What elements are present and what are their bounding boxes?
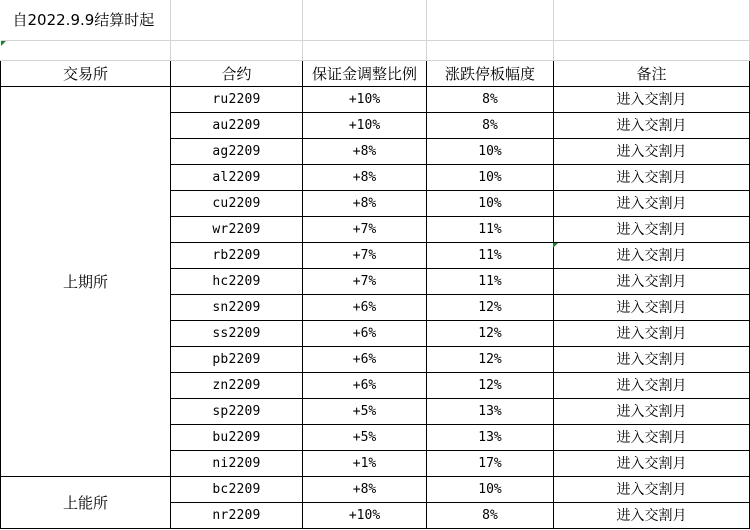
contract-cell[interactable]: ag2209 — [171, 138, 303, 164]
header-margin[interactable]: 保证金调整比例 — [303, 60, 427, 86]
margin-cell[interactable]: +6% — [303, 294, 427, 320]
empty-cell[interactable] — [303, 0, 427, 40]
empty-cell[interactable] — [427, 0, 554, 40]
remark-cell[interactable]: 进入交割月 — [554, 372, 750, 398]
remark-cell[interactable]: 进入交割月 — [554, 242, 750, 268]
contract-cell[interactable]: al2209 — [171, 164, 303, 190]
remark-cell[interactable]: 进入交割月 — [554, 112, 750, 138]
margin-cell[interactable]: +8% — [303, 190, 427, 216]
contract-cell[interactable]: pb2209 — [171, 346, 303, 372]
blank-row — [1, 40, 750, 60]
limit-cell[interactable]: 10% — [427, 164, 554, 190]
limit-cell[interactable]: 11% — [427, 268, 554, 294]
remark-cell[interactable]: 进入交割月 — [554, 138, 750, 164]
limit-cell[interactable]: 12% — [427, 320, 554, 346]
remark-cell[interactable]: 进入交割月 — [554, 476, 750, 502]
margin-cell[interactable]: +6% — [303, 372, 427, 398]
empty-cell[interactable] — [554, 0, 750, 40]
margin-cell[interactable]: +10% — [303, 86, 427, 112]
margin-cell[interactable]: +8% — [303, 138, 427, 164]
limit-cell[interactable]: 8% — [427, 112, 554, 138]
exchange-cell[interactable]: 上能所 — [1, 476, 171, 528]
table-row — [1, 86, 750, 112]
contract-cell[interactable]: rb2209 — [171, 242, 303, 268]
contract-cell[interactable]: bu2209 — [171, 424, 303, 450]
limit-cell[interactable]: 8% — [427, 86, 554, 112]
remark-cell[interactable]: 进入交割月 — [554, 320, 750, 346]
empty-cell[interactable] — [303, 40, 427, 60]
empty-cell[interactable] — [1, 40, 171, 60]
margin-cell[interactable]: +6% — [303, 346, 427, 372]
contract-cell[interactable]: hc2209 — [171, 268, 303, 294]
contract-cell[interactable]: sn2209 — [171, 294, 303, 320]
note-row — [1, 0, 750, 40]
empty-cell[interactable] — [554, 40, 750, 60]
cell-marker — [553, 243, 558, 248]
header-row — [1, 60, 750, 86]
contract-cell[interactable]: wr2209 — [171, 216, 303, 242]
margin-cell[interactable]: +7% — [303, 242, 427, 268]
cell-marker — [1, 41, 6, 46]
remark-cell[interactable]: 进入交割月 — [554, 294, 750, 320]
remark-cell[interactable]: 进入交割月 — [554, 268, 750, 294]
remark-cell[interactable]: 进入交割月 — [554, 216, 750, 242]
margin-cell[interactable]: +6% — [303, 320, 427, 346]
margin-cell[interactable]: +8% — [303, 164, 427, 190]
margin-cell[interactable]: +8% — [303, 476, 427, 502]
remark-cell[interactable]: 进入交割月 — [554, 346, 750, 372]
remark-cell[interactable]: 进入交割月 — [554, 164, 750, 190]
empty-cell[interactable] — [427, 40, 554, 60]
contract-cell[interactable]: nr2209 — [171, 502, 303, 528]
margin-cell[interactable]: +10% — [303, 112, 427, 138]
limit-cell[interactable]: 10% — [427, 138, 554, 164]
margin-cell[interactable]: +7% — [303, 268, 427, 294]
table-row — [1, 476, 750, 502]
limit-cell[interactable]: 8% — [427, 502, 554, 528]
contract-cell[interactable]: au2209 — [171, 112, 303, 138]
limit-cell[interactable]: 11% — [427, 216, 554, 242]
margin-cell[interactable]: +5% — [303, 398, 427, 424]
limit-cell[interactable]: 10% — [427, 190, 554, 216]
contract-cell[interactable]: bc2209 — [171, 476, 303, 502]
contract-cell[interactable]: ru2209 — [171, 86, 303, 112]
header-exchange[interactable]: 交易所 — [1, 60, 171, 86]
limit-cell[interactable]: 10% — [427, 476, 554, 502]
contract-cell[interactable]: sp2209 — [171, 398, 303, 424]
contract-cell[interactable]: ss2209 — [171, 320, 303, 346]
limit-cell[interactable]: 13% — [427, 424, 554, 450]
contract-cell[interactable]: ni2209 — [171, 450, 303, 476]
note-cell[interactable] — [1, 0, 171, 40]
remark-cell[interactable]: 进入交割月 — [554, 190, 750, 216]
remark-cell[interactable]: 进入交割月 — [554, 502, 750, 528]
contract-cell[interactable]: cu2209 — [171, 190, 303, 216]
remark-cell[interactable]: 进入交割月 — [554, 424, 750, 450]
header-contract[interactable]: 合约 — [171, 60, 303, 86]
margin-cell[interactable]: +7% — [303, 216, 427, 242]
margin-cell[interactable]: +5% — [303, 424, 427, 450]
empty-cell[interactable] — [171, 0, 303, 40]
header-limit[interactable]: 涨跌停板幅度 — [427, 60, 554, 86]
header-remark[interactable]: 备注 — [554, 60, 750, 86]
limit-cell[interactable]: 12% — [427, 346, 554, 372]
contract-cell[interactable]: zn2209 — [171, 372, 303, 398]
empty-cell[interactable] — [171, 40, 303, 60]
margin-cell[interactable]: +1% — [303, 450, 427, 476]
limit-cell[interactable]: 12% — [427, 294, 554, 320]
exchange-cell[interactable]: 上期所 — [1, 86, 171, 476]
margin-cell[interactable]: +10% — [303, 502, 427, 528]
remark-cell[interactable]: 进入交割月 — [554, 450, 750, 476]
limit-cell[interactable]: 12% — [427, 372, 554, 398]
note-text: 自2022.9.9结算时起 — [12, 11, 155, 30]
limit-cell[interactable]: 17% — [427, 450, 554, 476]
limit-cell[interactable]: 13% — [427, 398, 554, 424]
remark-cell[interactable]: 进入交割月 — [554, 398, 750, 424]
limit-cell[interactable]: 11% — [427, 242, 554, 268]
remark-cell[interactable]: 进入交割月 — [554, 86, 750, 112]
